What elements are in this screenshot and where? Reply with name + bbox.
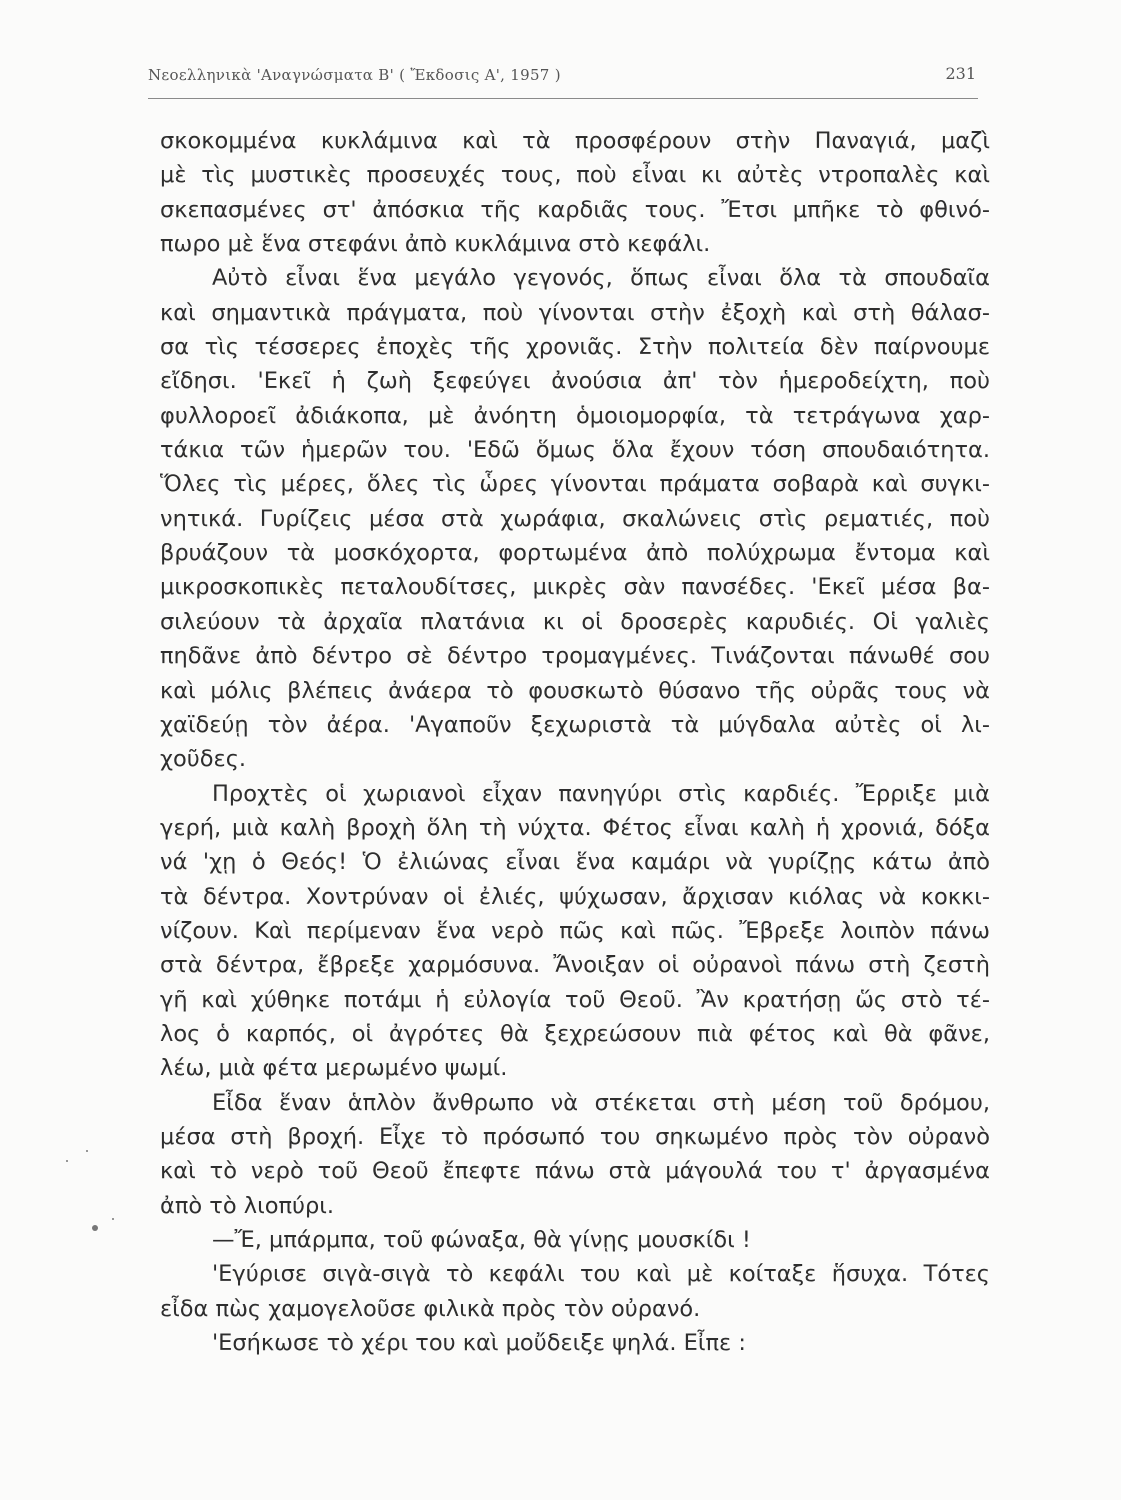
text-line: Αὐτὸ εἶναι ἕνα μεγάλο γεγονός, ὅπως εἶναι ὅλα τὰ σπουδαῖα bbox=[212, 265, 990, 292]
text-line: σα τὶς τέσσερες ἐποχὲς τῆς χρονιᾶς. Στὴν πολιτεία δὲν παίρνουμε bbox=[160, 334, 990, 361]
text-line: σιλεύουν τὰ ἀρχαῖα πλατάνια κι οἱ δροσερὲς καρυδιές. Οἱ γαλιὲς bbox=[160, 608, 990, 635]
text-line: γερή, μιὰ καλὴ βροχὴ ὅλη τὴ νύχτα. Φέτος εἶναι καλὴ ἡ χρονιά, δόξα bbox=[160, 814, 990, 841]
text-line: νά 'χῃ ὁ Θεός! Ὁ ἐλιώνας εἶναι ἕνα καμάρι νὰ γυρίζῃς κάτω ἀπὸ bbox=[160, 849, 990, 876]
text-line: τάκια τῶν ἡμερῶν του. 'Εδῶ ὅμως ὅλα ἔχουν τόση σπουδαιότητα. bbox=[160, 437, 990, 464]
text-line: λέω, μιὰ φέτα μερωμένο ψωμί. bbox=[160, 1055, 508, 1082]
text-line: βρυάζουν τὰ μοσκόχορτα, φορτωμένα ἀπὸ πολύχρωμα ἔντομα καὶ bbox=[160, 540, 990, 567]
text-line: ἀπὸ τὸ λιοπύρι. bbox=[160, 1192, 335, 1219]
text-line: λος ὁ καρπός, οἱ ἀγρότες θὰ ξεχρεώσουν πιὰ φέτος καὶ θὰ φᾶνε, bbox=[160, 1020, 990, 1047]
page-number: 231 bbox=[945, 64, 976, 83]
text-line: φυλλοροεῖ ἀδιάκοπα, μὲ ἀνόητη ὁμοιομορφία, τὰ τετράγωνα χαρ- bbox=[160, 402, 990, 429]
body-text bbox=[160, 124, 990, 1360]
scan-speck bbox=[66, 1160, 68, 1162]
text-line: σκοκομμένα κυκλάμινα καὶ τὰ προσφέρουν στὴν Παναγιά, μαζὶ bbox=[160, 128, 990, 154]
text-line: πωρο μὲ ἕνα στεφάνι ἀπὸ κυκλάμινα στὸ κεφάλι. bbox=[160, 231, 711, 258]
text-line: καὶ τὸ νερὸ τοῦ Θεοῦ ἔπεφτε πάνω στὰ μάγουλά του τ' ἀργασμένα bbox=[160, 1158, 990, 1185]
text-line: εἶδα πὼς χαμογελοῦσε φιλικὰ πρὸς τὸν οὐρανό. bbox=[160, 1295, 701, 1322]
text-line: χοῦδες. bbox=[160, 746, 247, 773]
text-line: τὰ δέντρα. Χοντρύναν οἱ ἐλιές, ψύχωσαν, ἄρχισαν κιόλας νὰ κοκκι- bbox=[160, 883, 990, 910]
text-line: 'Εγύρισε σιγὰ-σιγὰ τὸ κεφάλι του καὶ μὲ κοίταξε ἥσυχα. Τότες bbox=[212, 1261, 990, 1288]
scan-speck bbox=[92, 1225, 98, 1231]
header-rule bbox=[148, 98, 978, 99]
text-line: σκεπασμένες στ' ἀπόσκια τῆς καρδιᾶς τους. Ἔτσι μπῆκε τὸ φθινό- bbox=[160, 196, 990, 223]
text-line: καὶ σημαντικὰ πράγματα, ποὺ γίνονται στὴν ἐξοχὴ καὶ στὴ θάλασ- bbox=[160, 299, 990, 326]
running-head bbox=[148, 66, 978, 96]
text-line: χαϊδεύῃ τὸν ἀέρα. 'Αγαποῦν ξεχωριστὰ τὰ μύγδαλα αὐτὲς οἱ λι- bbox=[160, 711, 990, 738]
text-line: μικροσκοπικὲς πεταλουδίτσες, μικρὲς σὰν πανσέδες. 'Εκεῖ μέσα βα- bbox=[160, 574, 990, 601]
text-line: —Ἔ, μπάρμπα, τοῦ φώναξα, θὰ γίνῃς μουσκίδι ! bbox=[212, 1227, 751, 1253]
scan-speck bbox=[86, 1150, 88, 1152]
text-line: Εἶδα ἕναν ἁπλὸν ἄνθρωπο νὰ στέκεται στὴ μέση τοῦ δρόμου, bbox=[212, 1089, 990, 1116]
text-line: 'Εσήκωσε τὸ χέρι του καὶ μοὔδειξε ψηλά. Εἶπε : bbox=[212, 1330, 746, 1357]
text-line: πηδᾶνε ἀπὸ δέντρο σὲ δέντρο τρομαγμένες. Τινάζονται πάνωθέ σου bbox=[160, 643, 990, 670]
scan-speck bbox=[112, 1218, 114, 1220]
text-line: νίζουν. Καὶ περίμεναν ἕνα νερὸ πῶς καὶ πῶς. Ἔβρεξε λοιπὸν πάνω bbox=[160, 917, 990, 944]
text-line: μὲ τὶς μυστικὲς προσευχές τους, ποὺ εἶναι κι αὐτὲς ντροπαλὲς καὶ bbox=[160, 162, 990, 189]
text-line: γῆ καὶ χύθηκε ποτάμι ἡ εὐλογία τοῦ Θεοῦ. Ἂν κρατήσῃ ὥς στὸ τέ- bbox=[160, 986, 990, 1013]
text-line: Προχτὲς οἱ χωριανοὶ εἶχαν πανηγύρι στὶς καρδιές. Ἔρριξε μιὰ bbox=[212, 780, 990, 807]
text-line: μέσα στὴ βροχή. Εἶχε τὸ πρόσωπό του σηκωμένο πρὸς τὸν οὐρανὸ bbox=[160, 1123, 990, 1150]
text-line: καὶ μόλις βλέπεις ἀνάερα τὸ φουσκωτὸ θύσανο τῆς οὐρᾶς τους νὰ bbox=[160, 677, 990, 704]
book-title: Νεοελληνικὰ 'Αναγνώσματα Β' ( Ἔκδοσις Α', 1957 ) bbox=[148, 66, 561, 84]
text-line: εἴδησι. 'Εκεῖ ἡ ζωὴ ξεφεύγει ἀνούσια ἀπ' τὸν ἡμεροδείχτη, ποὺ bbox=[160, 368, 990, 395]
text-line: στὰ δέντρα, ἔβρεξε χαρμόσυνα. Ἄνοιξαν οἱ οὐρανοὶ πάνω στὴ ζεστὴ bbox=[160, 952, 990, 979]
text-line: νητικά. Γυρίζεις μέσα στὰ χωράφια, σκαλώνεις στὶς ρεματιές, ποὺ bbox=[160, 505, 990, 532]
text-line: Ὅλες τὶς μέρες, ὅλες τὶς ὧρες γίνονται πράματα σοβαρὰ καὶ συγκι- bbox=[160, 471, 990, 498]
